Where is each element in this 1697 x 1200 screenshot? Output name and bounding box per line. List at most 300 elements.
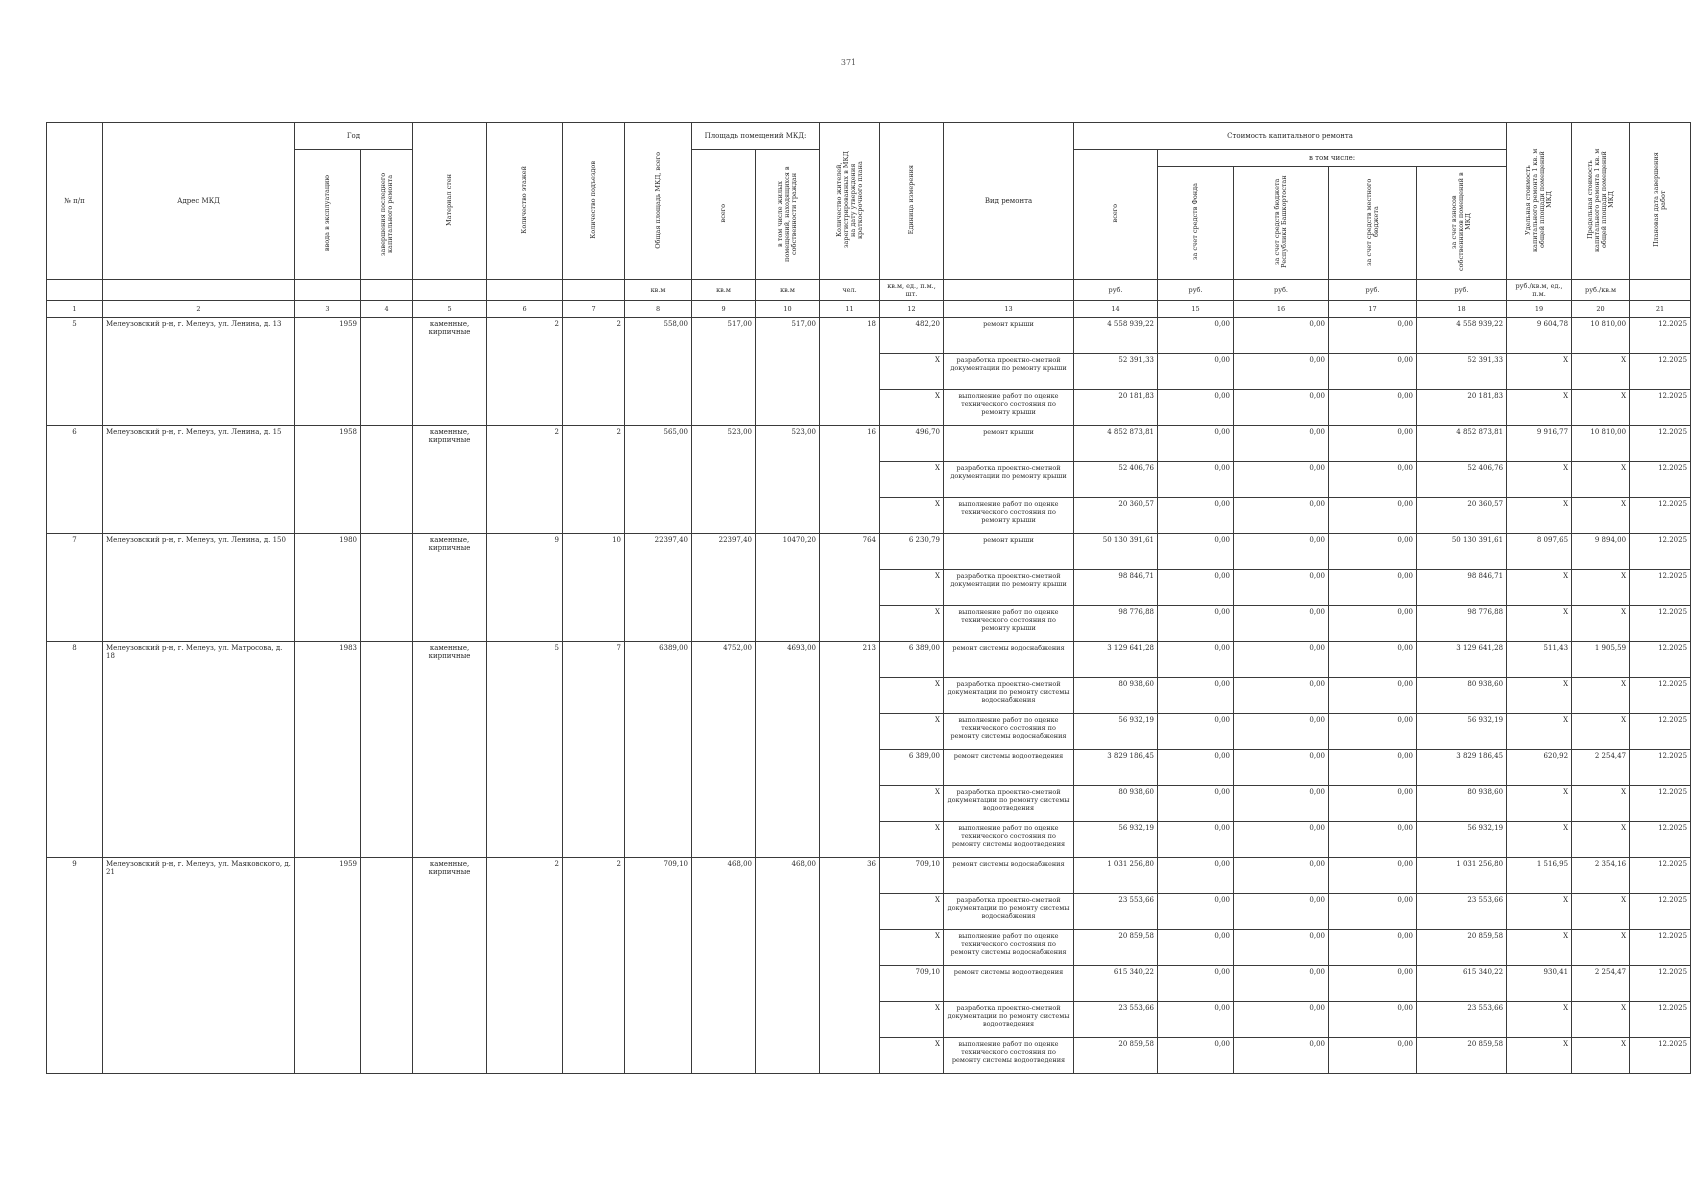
cost-fund: 0,00: [1158, 750, 1234, 786]
column-number-cell: 6: [487, 301, 563, 318]
building-number: 9: [47, 858, 103, 1074]
cost-fund: 0,00: [1158, 678, 1234, 714]
premises-owned: 468,00: [756, 858, 820, 1074]
max-unit-cost: 10 810,00: [1572, 426, 1630, 462]
cost-republic: 0,00: [1234, 570, 1329, 606]
building-address: Мелеузовский р-н, г. Мелеуз, ул. Ленина, д. 13: [103, 318, 295, 426]
cost-fund: 0,00: [1158, 354, 1234, 390]
cost-total: 80 938,60: [1074, 678, 1158, 714]
table-row: [47, 318, 1691, 354]
work-unit: 709,10: [880, 966, 944, 1002]
floors-count: 5: [487, 642, 563, 858]
premises-total: 468,00: [692, 858, 756, 1074]
cost-fund: 0,00: [1158, 714, 1234, 750]
unit-cost: X: [1507, 1002, 1572, 1038]
cost-owners: 23 553,66: [1417, 1002, 1507, 1038]
unit-header-cell: руб.: [1074, 280, 1158, 301]
unit-cost: 930,41: [1507, 966, 1572, 1002]
building-number: 6: [47, 426, 103, 534]
cost-republic: 0,00: [1234, 858, 1329, 894]
cost-local: 0,00: [1329, 426, 1417, 462]
cost-total: 80 938,60: [1074, 786, 1158, 822]
total-area: 709,10: [625, 858, 692, 1074]
premises-total: 4752,00: [692, 642, 756, 858]
cost-fund: 0,00: [1158, 894, 1234, 930]
cost-local: 0,00: [1329, 318, 1417, 354]
unit-cost: X: [1507, 822, 1572, 858]
unit-header-cell: [413, 280, 487, 301]
unit-header-cell: руб.: [1417, 280, 1507, 301]
deadline: 12.2025: [1630, 354, 1691, 390]
header-max-cost: Предельная стоимость капитального ремонта 1 кв. м общей площади помещений МКД: [1572, 123, 1630, 280]
max-unit-cost: 2 254,47: [1572, 750, 1630, 786]
cost-local: 0,00: [1329, 534, 1417, 570]
unit-header-cell: кв.м, ед., п.м., шт.: [880, 280, 944, 301]
cost-fund: 0,00: [1158, 642, 1234, 678]
max-unit-cost: X: [1572, 894, 1630, 930]
work-type: разработка проектно-сметной документации по ремонту системы водоснабжения: [944, 894, 1074, 930]
residents-count: 18: [820, 318, 880, 426]
work-type: выполнение работ по оценке технического состояния по ремонту крыши: [944, 606, 1074, 642]
cost-republic: 0,00: [1234, 966, 1329, 1002]
wall-material: каменные, кирпичные: [413, 534, 487, 642]
cost-owners: 20 859,58: [1417, 1038, 1507, 1074]
column-numbers-row: [47, 301, 1691, 318]
column-number-cell: 15: [1158, 301, 1234, 318]
work-unit: 482,20: [880, 318, 944, 354]
cost-total: 20 859,58: [1074, 1038, 1158, 1074]
total-area: 22397,40: [625, 534, 692, 642]
cost-owners: 98 846,71: [1417, 570, 1507, 606]
deadline: 12.2025: [1630, 462, 1691, 498]
building-address: Мелеузовский р-н, г. Мелеуз, ул. Ленина, д. 150: [103, 534, 295, 642]
work-unit: X: [880, 894, 944, 930]
work-unit: X: [880, 606, 944, 642]
header-wall-material: Материал стен: [413, 123, 487, 280]
cost-owners: 20 181,83: [1417, 390, 1507, 426]
max-unit-cost: X: [1572, 822, 1630, 858]
work-unit: X: [880, 1038, 944, 1074]
cost-republic: 0,00: [1234, 390, 1329, 426]
deadline: 12.2025: [1630, 426, 1691, 462]
header-cost-owners: за счет взносов собственников помещений в МКД: [1417, 167, 1507, 280]
cost-local: 0,00: [1329, 498, 1417, 534]
cost-owners: 80 938,60: [1417, 786, 1507, 822]
work-type: разработка проектно-сметной документации по ремонту крыши: [944, 354, 1074, 390]
header-cost-fund: за счет средств Фонда: [1158, 167, 1234, 280]
header-premises-owned: в том числе жилых помещений, находящихся в собственности граждан: [756, 150, 820, 280]
premises-owned: 523,00: [756, 426, 820, 534]
entrances-count: 7: [563, 642, 625, 858]
residents-count: 764: [820, 534, 880, 642]
max-unit-cost: X: [1572, 606, 1630, 642]
work-type: ремонт системы водоснабжения: [944, 642, 1074, 678]
cost-local: 0,00: [1329, 930, 1417, 966]
unit-header-cell: [47, 280, 103, 301]
cost-fund: 0,00: [1158, 1002, 1234, 1038]
cost-total: 56 932,19: [1074, 714, 1158, 750]
header-address: Адрес МКД: [103, 123, 295, 280]
header-cost-local: за счет средств местного бюджета: [1329, 167, 1417, 280]
cost-total: 23 553,66: [1074, 894, 1158, 930]
max-unit-cost: X: [1572, 390, 1630, 426]
deadline: 12.2025: [1630, 390, 1691, 426]
unit-header-cell: руб.: [1158, 280, 1234, 301]
work-unit: X: [880, 354, 944, 390]
work-type: разработка проектно-сметной документации по ремонту системы водоснабжения: [944, 678, 1074, 714]
table-row: [47, 858, 1691, 894]
cost-owners: 4 558 939,22: [1417, 318, 1507, 354]
cost-owners: 3 829 186,45: [1417, 750, 1507, 786]
work-type: ремонт крыши: [944, 426, 1074, 462]
wall-material: каменные, кирпичные: [413, 426, 487, 534]
work-unit: 709,10: [880, 858, 944, 894]
unit-header-cell: [103, 280, 295, 301]
unit-header-cell: [944, 280, 1074, 301]
cost-total: 98 776,88: [1074, 606, 1158, 642]
building-number: 5: [47, 318, 103, 426]
unit-cost: X: [1507, 894, 1572, 930]
column-number-cell: 5: [413, 301, 487, 318]
unit-header-cell: кв.м: [625, 280, 692, 301]
work-type: ремонт системы водоотведения: [944, 750, 1074, 786]
work-unit: 496,70: [880, 426, 944, 462]
work-type: ремонт системы водоснабжения: [944, 858, 1074, 894]
cost-republic: 0,00: [1234, 426, 1329, 462]
cost-fund: 0,00: [1158, 606, 1234, 642]
cost-total: 4 558 939,22: [1074, 318, 1158, 354]
cost-total: 52 391,33: [1074, 354, 1158, 390]
header-cost-republic: за счет средств бюджета Республики Башкортостан: [1234, 167, 1329, 280]
column-number-cell: 9: [692, 301, 756, 318]
cost-owners: 98 776,88: [1417, 606, 1507, 642]
deadline: 12.2025: [1630, 642, 1691, 678]
capital-repair-table: [46, 122, 1691, 1074]
last-repair-year: [361, 426, 413, 534]
work-type: выполнение работ по оценке технического состояния по ремонту системы водоотведения: [944, 822, 1074, 858]
max-unit-cost: X: [1572, 1038, 1630, 1074]
header-year-commission: ввода в эксплуатацию: [295, 150, 361, 280]
building-number: 7: [47, 534, 103, 642]
unit-header-cell: руб.: [1329, 280, 1417, 301]
unit-cost: X: [1507, 1038, 1572, 1074]
unit-header-cell: [1630, 280, 1691, 301]
building-number: 8: [47, 642, 103, 858]
cost-local: 0,00: [1329, 1038, 1417, 1074]
cost-owners: 56 932,19: [1417, 822, 1507, 858]
column-number-cell: 8: [625, 301, 692, 318]
header-total-area: Общая площадь МКД, всего: [625, 123, 692, 280]
cost-owners: 1 031 256,80: [1417, 858, 1507, 894]
cost-fund: 0,00: [1158, 858, 1234, 894]
cost-total: 20 859,58: [1074, 930, 1158, 966]
deadline: 12.2025: [1630, 750, 1691, 786]
last-repair-year: [361, 318, 413, 426]
cost-republic: 0,00: [1234, 606, 1329, 642]
unit-cost: 620,92: [1507, 750, 1572, 786]
cost-fund: 0,00: [1158, 318, 1234, 354]
cost-fund: 0,00: [1158, 534, 1234, 570]
column-number-cell: 2: [103, 301, 295, 318]
cost-local: 0,00: [1329, 390, 1417, 426]
cost-republic: 0,00: [1234, 318, 1329, 354]
cost-total: 3 829 186,45: [1074, 750, 1158, 786]
max-unit-cost: X: [1572, 462, 1630, 498]
header-unit: Единица измерения: [880, 123, 944, 280]
unit-cost: X: [1507, 354, 1572, 390]
cost-republic: 0,00: [1234, 678, 1329, 714]
deadline: 12.2025: [1630, 678, 1691, 714]
work-type: выполнение работ по оценке технического состояния по ремонту крыши: [944, 498, 1074, 534]
column-number-cell: 7: [563, 301, 625, 318]
year-built: 1959: [295, 858, 361, 1074]
cost-total: 98 846,71: [1074, 570, 1158, 606]
unit-cost: X: [1507, 498, 1572, 534]
header-no: № п/п: [47, 123, 103, 280]
work-type: разработка проектно-сметной документации по ремонту системы водоотведения: [944, 1002, 1074, 1038]
cost-total: 20 360,57: [1074, 498, 1158, 534]
units-row: [47, 280, 1691, 301]
residents-count: 36: [820, 858, 880, 1074]
header-premises-total: всего: [692, 150, 756, 280]
cost-local: 0,00: [1329, 1002, 1417, 1038]
cost-total: 52 406,76: [1074, 462, 1158, 498]
work-unit: X: [880, 822, 944, 858]
header-deadline: Плановая дата завершения работ: [1630, 123, 1691, 280]
unit-header-cell: руб.: [1234, 280, 1329, 301]
total-area: 558,00: [625, 318, 692, 426]
entrances-count: 10: [563, 534, 625, 642]
residents-count: 213: [820, 642, 880, 858]
header-floors: Количество этажей: [487, 123, 563, 280]
unit-cost: 8 097,65: [1507, 534, 1572, 570]
header-group-premises: Площадь помещений МКД:: [692, 123, 820, 150]
cost-republic: 0,00: [1234, 498, 1329, 534]
column-number-cell: 20: [1572, 301, 1630, 318]
unit-cost: X: [1507, 462, 1572, 498]
work-unit: 6 230,79: [880, 534, 944, 570]
header-cost-total: всего: [1074, 150, 1158, 280]
unit-header-cell: руб./кв.м: [1572, 280, 1630, 301]
floors-count: 2: [487, 858, 563, 1074]
max-unit-cost: 2 254,47: [1572, 966, 1630, 1002]
max-unit-cost: X: [1572, 498, 1630, 534]
page-number: 371: [840, 58, 857, 67]
cost-republic: 0,00: [1234, 786, 1329, 822]
column-number-cell: 19: [1507, 301, 1572, 318]
unit-header-cell: [487, 280, 563, 301]
work-type: разработка проектно-сметной документации по ремонту крыши: [944, 570, 1074, 606]
column-number-cell: 11: [820, 301, 880, 318]
unit-cost: X: [1507, 678, 1572, 714]
max-unit-cost: X: [1572, 678, 1630, 714]
header-residents: Количество жителей, зарегистрированных в МКД на дату утверждения краткосрочного плана: [820, 123, 880, 280]
max-unit-cost: X: [1572, 354, 1630, 390]
deadline: 12.2025: [1630, 318, 1691, 354]
unit-cost: X: [1507, 714, 1572, 750]
cost-local: 0,00: [1329, 462, 1417, 498]
premises-total: 523,00: [692, 426, 756, 534]
premises-total: 517,00: [692, 318, 756, 426]
cost-local: 0,00: [1329, 606, 1417, 642]
work-unit: X: [880, 570, 944, 606]
deadline: 12.2025: [1630, 858, 1691, 894]
max-unit-cost: X: [1572, 570, 1630, 606]
max-unit-cost: 1 905,59: [1572, 642, 1630, 678]
max-unit-cost: 10 810,00: [1572, 318, 1630, 354]
cost-fund: 0,00: [1158, 786, 1234, 822]
unit-cost: X: [1507, 786, 1572, 822]
building-address: Мелеузовский р-н, г. Мелеуз, ул. Маяковского, д. 21: [103, 858, 295, 1074]
column-number-cell: 1: [47, 301, 103, 318]
unit-cost: 9 604,78: [1507, 318, 1572, 354]
cost-total: 3 129 641,28: [1074, 642, 1158, 678]
cost-republic: 0,00: [1234, 1038, 1329, 1074]
max-unit-cost: X: [1572, 714, 1630, 750]
cost-republic: 0,00: [1234, 354, 1329, 390]
wall-material: каменные, кирпичные: [413, 318, 487, 426]
unit-header-cell: [563, 280, 625, 301]
header-work-type: Вид ремонта: [944, 123, 1074, 280]
max-unit-cost: X: [1572, 1002, 1630, 1038]
floors-count: 9: [487, 534, 563, 642]
work-unit: X: [880, 390, 944, 426]
work-type: ремонт системы водоотведения: [944, 966, 1074, 1002]
deadline: 12.2025: [1630, 714, 1691, 750]
premises-owned: 10470,20: [756, 534, 820, 642]
floors-count: 2: [487, 318, 563, 426]
cost-republic: 0,00: [1234, 894, 1329, 930]
column-number-cell: 17: [1329, 301, 1417, 318]
cost-fund: 0,00: [1158, 930, 1234, 966]
column-number-cell: 16: [1234, 301, 1329, 318]
cost-fund: 0,00: [1158, 498, 1234, 534]
work-type: ремонт крыши: [944, 318, 1074, 354]
cost-local: 0,00: [1329, 858, 1417, 894]
work-type: разработка проектно-сметной документации по ремонту системы водоотведения: [944, 786, 1074, 822]
unit-header-cell: кв.м: [692, 280, 756, 301]
work-type: выполнение работ по оценке технического состояния по ремонту крыши: [944, 390, 1074, 426]
cost-local: 0,00: [1329, 750, 1417, 786]
table-row: [47, 534, 1691, 570]
cost-republic: 0,00: [1234, 642, 1329, 678]
premises-total: 22397,40: [692, 534, 756, 642]
unit-cost: 511,43: [1507, 642, 1572, 678]
unit-cost: X: [1507, 390, 1572, 426]
column-number-cell: 3: [295, 301, 361, 318]
deadline: 12.2025: [1630, 822, 1691, 858]
year-built: 1983: [295, 642, 361, 858]
entrances-count: 2: [563, 426, 625, 534]
unit-header-cell: [295, 280, 361, 301]
year-built: 1958: [295, 426, 361, 534]
cost-local: 0,00: [1329, 678, 1417, 714]
unit-cost: 9 916,77: [1507, 426, 1572, 462]
deadline: 12.2025: [1630, 498, 1691, 534]
column-number-cell: 14: [1074, 301, 1158, 318]
cost-local: 0,00: [1329, 642, 1417, 678]
last-repair-year: [361, 534, 413, 642]
header-group-cost: Стоимость капитального ремонта: [1074, 123, 1507, 150]
column-number-cell: 12: [880, 301, 944, 318]
deadline: 12.2025: [1630, 894, 1691, 930]
unit-header-cell: [361, 280, 413, 301]
cost-owners: 52 391,33: [1417, 354, 1507, 390]
cost-owners: 52 406,76: [1417, 462, 1507, 498]
max-unit-cost: X: [1572, 930, 1630, 966]
work-unit: X: [880, 786, 944, 822]
cost-local: 0,00: [1329, 570, 1417, 606]
building-address: Мелеузовский р-н, г. Мелеуз, ул. Матросова, д. 18: [103, 642, 295, 858]
residents-count: 16: [820, 426, 880, 534]
header-entrances: Количество подъездов: [563, 123, 625, 280]
max-unit-cost: 2 354,16: [1572, 858, 1630, 894]
column-number-cell: 21: [1630, 301, 1691, 318]
total-area: 565,00: [625, 426, 692, 534]
cost-total: 1 031 256,80: [1074, 858, 1158, 894]
unit-header-cell: руб./кв.м, ед., п.м.: [1507, 280, 1572, 301]
unit-cost: 1 516,95: [1507, 858, 1572, 894]
cost-owners: 23 553,66: [1417, 894, 1507, 930]
cost-total: 23 553,66: [1074, 1002, 1158, 1038]
header-unit-cost: Удельная стоимость капитального ремонта 1 кв. м общей площади помещений МКД: [1507, 123, 1572, 280]
cost-fund: 0,00: [1158, 1038, 1234, 1074]
cost-owners: 4 852 873,81: [1417, 426, 1507, 462]
unit-cost: X: [1507, 930, 1572, 966]
cost-fund: 0,00: [1158, 966, 1234, 1002]
cost-owners: 80 938,60: [1417, 678, 1507, 714]
work-type: ремонт крыши: [944, 534, 1074, 570]
work-unit: X: [880, 462, 944, 498]
wall-material: каменные, кирпичные: [413, 858, 487, 1074]
work-unit: X: [880, 678, 944, 714]
cost-total: 50 130 391,61: [1074, 534, 1158, 570]
work-unit: X: [880, 714, 944, 750]
work-unit: 6 389,00: [880, 642, 944, 678]
year-built: 1959: [295, 318, 361, 426]
cost-fund: 0,00: [1158, 462, 1234, 498]
cost-owners: 50 130 391,61: [1417, 534, 1507, 570]
cost-local: 0,00: [1329, 966, 1417, 1002]
column-number-cell: 13: [944, 301, 1074, 318]
unit-header-cell: чел.: [820, 280, 880, 301]
cost-total: 20 181,83: [1074, 390, 1158, 426]
max-unit-cost: X: [1572, 786, 1630, 822]
cost-republic: 0,00: [1234, 1002, 1329, 1038]
unit-cost: X: [1507, 570, 1572, 606]
header-group-year: Год: [295, 123, 413, 150]
cost-fund: 0,00: [1158, 822, 1234, 858]
premises-owned: 517,00: [756, 318, 820, 426]
deadline: 12.2025: [1630, 786, 1691, 822]
cost-fund: 0,00: [1158, 390, 1234, 426]
cost-owners: 56 932,19: [1417, 714, 1507, 750]
cost-owners: 20 859,58: [1417, 930, 1507, 966]
premises-owned: 4693,00: [756, 642, 820, 858]
deadline: 12.2025: [1630, 534, 1691, 570]
floors-count: 2: [487, 426, 563, 534]
last-repair-year: [361, 642, 413, 858]
cost-owners: 20 360,57: [1417, 498, 1507, 534]
wall-material: каменные, кирпичные: [413, 642, 487, 858]
cost-total: 56 932,19: [1074, 822, 1158, 858]
header-group-incl: в том числе:: [1158, 150, 1507, 167]
year-built: 1980: [295, 534, 361, 642]
work-unit: X: [880, 498, 944, 534]
cost-owners: 3 129 641,28: [1417, 642, 1507, 678]
cost-local: 0,00: [1329, 822, 1417, 858]
cost-owners: 615 340,22: [1417, 966, 1507, 1002]
